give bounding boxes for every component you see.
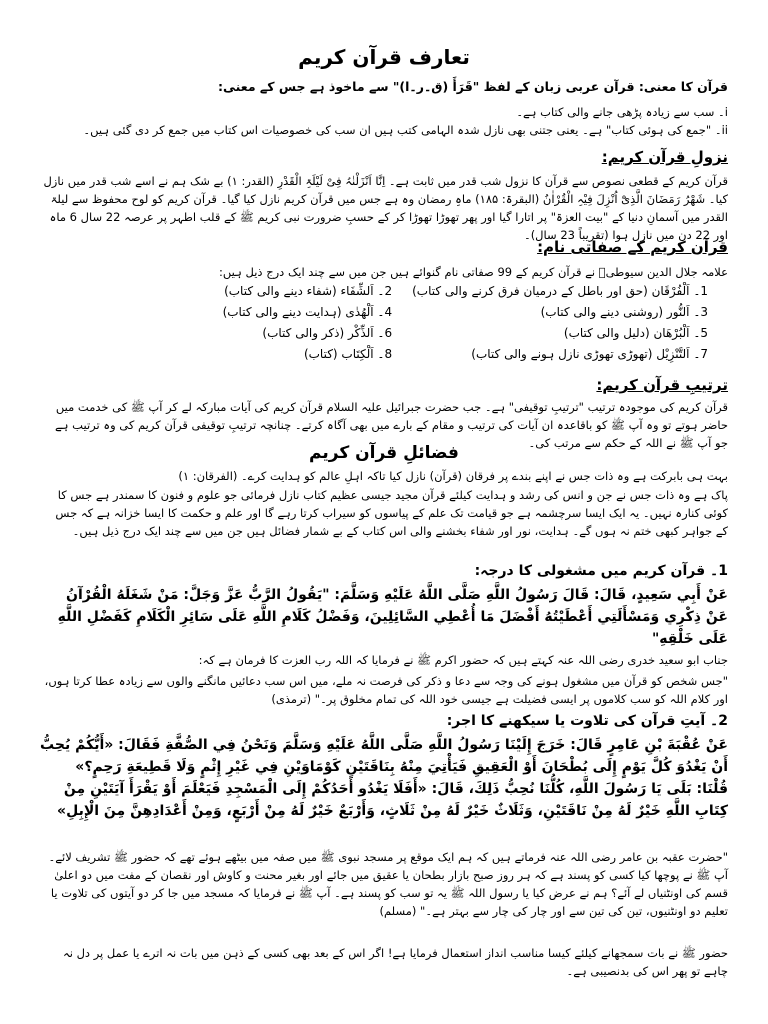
page-title: تعارف قرآن کریم bbox=[298, 45, 470, 69]
list-item: 5۔ اَلْبُرْھَان (دلیل والی کتاب) bbox=[563, 326, 708, 340]
list-item: 1۔ اَلْفُرْقَان (حق اور باطل کے درمیان فرق کرنے والی کتاب) bbox=[412, 284, 708, 298]
names-intro: علامہ جلال الدین سیوطیؒ نے قرآن کریم کے 99 صفاتی نام گنوائے ہیں جن میں سے چند ایک درج ذیل ہیں: bbox=[219, 265, 728, 279]
section2-hadith-arabic: عَنْ عُقْبَةَ بْنِ عَامِرٍ قَالَ: خَرَجَ إِلَيْنَا رَسُولُ اللَّهِ صَلَّى اللَّهُ عَلَيْهِ وَسَلَّمَ وَنَحْنُ فِي الصُّفَّةِ فَقَالَ: «أَيُّكُمْ يُحِبُّ أَنْ يَغْدُوَ كُلَّ يَوْمٍ إِلَى بُطْحَانَ أَوْ الْعَقِيقِ فَيَأْتِيَ مِنْهُ بِنَاقَتَيْنِ كَوْمَاوَيْنِ فِي غَيْرِ إِثْمٍ وَلَا قَطِيعَةِ رَحِمٍ؟» قُلْنَا: بَلَى يَا رَسُولَ اللَّهِ، كُلُّنَا نُحِبُّ ذَلِكَ، قَالَ: «أَفَلَا يَغْدُو أَحَدُكُمْ إِلَى الْمَسْجِدِ فَيَعْلَمَ أَوْ يَقْرَأَ آيَتَيْنِ مِنْ كِتَابِ اللَّهِ خَيْرٌ لَهُ مِنْ نَاقَتَيْنِ، وَثَلَاثٌ خَيْرٌ لَهُ مِنْ ثَلَاثٍ، وَأَرْبَعٌ خَيْرٌ لَهُ مِنْ أَرْبَعٍ، وَمِنْ أَعْدَادِهِنَّ مِنَ الْإِبِلِ» bbox=[40, 737, 728, 819]
list-item: 4۔ اَلْھُدٰی (ہدایت دینے والی کتاب) bbox=[222, 305, 393, 319]
order-heading: ترتیبِ قرآن کریم: bbox=[596, 376, 728, 394]
section2-urdu-text: "حضرت عقبہ بن عامر رضی اللہ عنہ فرماتے ہیں کہ ہم ایک موقع پر مسجد نبوی ﷺ میں صفہ میں بیٹھے ہوئے تھے کہ حضور ﷺ تشریف لائے۔ آپ ﷺ نے پوچھا کیا کسی کو پسند ہے کہ ہر روز صبح بازار بطحان یا عقیق میں جائے اور بغیر محنت و کاوش اور نقصان کے مفت میں دو اعلیٰ قسم کی اونٹنیاں لے آئے؟ ہم نے عرض کیا یا رسول اللہ ﷺ یہ تو سب کو پسند ہے۔ آپ ﷺ نے فرمایا کہ مسجد میں جا کر دو آیتوں کی تلاوت یا تعلیم دو اونٹنیوں، تین کی تین سے اور چار کی چار سے بہتر ہے۔" (مسلم) bbox=[48, 850, 728, 918]
meaning-item-2: ii۔ "جمع کی ہوئی کتاب" ہے۔ یعنی جتنی بھی نازل شدہ الہامی کتب ہیں ان سب کی خصوصیات اس کتاب میں جمع کر دی گئی ہیں۔ bbox=[83, 123, 728, 137]
order-text: قرآن کریم کی موجودہ ترتیب "ترتیبِ توقیفی" ہے۔ جب حضرت جبرائیل علیہ السلام قرآن کریم کی آیات مبارکہ لے کر آپ ﷺ کی خدمت میں حاضر ہوتے تو وہ آپ ﷺ کو باقاعدہ ان آیات کی ترتیب و مقام کے بارے میں بھی آگاہ کرتے۔ چنانچہ ترتیبِ توقیفی قرآن کریم کی وہ ترتیب ہے جو آپ ﷺ نے اللہ کے حکم سے مرتب کی۔ bbox=[55, 400, 728, 450]
section2-heading: 2۔ آیتِ قرآن کی تلاوت یا سیکھنے کا اجر: bbox=[446, 713, 728, 729]
section1-urdu-intro: جناب ابو سعید خدری رضی اللہ عنہ کہتے ہیں کہ حضور اکرم ﷺ نے فرمایا کہ اللہ رب العزت کا فرمان ہے کہ: bbox=[198, 653, 728, 667]
names-heading: قرآن کریم کے صفاتی نام: bbox=[537, 238, 728, 256]
section1-heading: 1۔ قرآن کریم میں مشغولی کا درجہ: bbox=[474, 563, 728, 579]
section1-urdu-text: "جس شخص کو قرآن میں مشغول ہونے کی وجہ سے دعا و ذکر کی فرصت نہ ملے، میں اس سب دعائیں مانگنے والوں سے زیادہ عطا کرتا ہوں، اور کلام اللہ کو سب کلاموں پر ایسی فضیلت ہے جیسی خود اللہ کی تمام مخلوق پر۔" (ترمذی) bbox=[44, 674, 728, 706]
list-item: 8۔ اَلْکِتَاب (کتاب) bbox=[303, 347, 393, 361]
revelation-text: قرآن کریم کے قطعی نصوص سے قرآن کا نزول شب قدر میں ثابت ہے۔ اِنَّا اَنْزَلْنٰہُ فِیْ لَیْلَۃِ الْقَدْرِ (القدر: ۱) بے شک ہم نے اسے شب قدر میں نازل کیا۔ شَھْرُ رَمَضَانَ الَّذِیْٓ اُنْزِلَ فِیْہِ الْقُرْاٰنُ (البقرۃ: ۱۸۵) ماہِ رمضان وہ ہے جس میں قرآن کریم نازل کیا گیا۔ قرآن کریم کو لوح محفوظ سے لیلۃ القدر میں آسمانِ دنیا کے "بیت العزۃ" پر اتارا گیا اور پھر تھوڑا تھوڑا کر کے حسبِ ضرورت نبی کریم ﷺ کے قلب اطہر پر عرصہ 22 سال 6 ماہ اور 22 دن میں نازل ہوا (تقریباً 23 سال)۔ bbox=[43, 174, 728, 242]
virtues-para-2: پاک ہے وہ ذات جس نے جن و انس کی رشد و ہدایت کیلئے قرآن مجید جیسی عظیم کتاب نازل فرمائی جو علوم و فنون کا سمندر ہے جس کا کوئی کنارہ نہیں۔ یہ ایک ایسا سرچشمہ ہے جو قیامت تک علم کے پیاسوں کو سیراب کرتا رہے گا اور علم و حکمت کا ایسا خزانہ ہے کہ جس کے جواہر کبھی ختم نہ ہوں گے۔ ہدایت، نور اور شفاء بخشنے والی اس کتاب کے بے شمار فضائل ہیں جن میں سے چند ایک درج ذیل ہیں۔ bbox=[55, 488, 728, 538]
meaning-heading: قرآن کا معنی: قرآن عربی زبان کے لفظ "قَرَأَ (ق۔ر۔ا)" سے ماخوذ ہے جس کے معنی: bbox=[218, 79, 728, 94]
virtues-para-1: بہت ہی بابرکت ہے وہ ذات جس نے اپنے بندے پر فرقان (قرآن) نازل کیا تاکہ اہلِ عالم کو ہدایت کرے۔ (الفرقان: ۱) bbox=[178, 469, 728, 483]
revelation-heading: نزولِ قرآن کریم: bbox=[601, 148, 728, 166]
virtues-title: فضائلِ قرآن کریم bbox=[309, 443, 459, 463]
names-list bbox=[200, 284, 708, 368]
list-item: 2۔ اَلشِّفَاء (شفاء دینے والی کتاب) bbox=[224, 284, 393, 298]
list-item: 6۔ اَلذِّکْر (ذکر والی کتاب) bbox=[262, 326, 393, 340]
meaning-item-1: i۔ سب سے زیادہ پڑھی جانے والی کتاب ہے۔ bbox=[516, 105, 728, 119]
list-item: 7۔ اَلتَّنْزِیْل (تھوڑی تھوڑی نازل ہونے والی کتاب) bbox=[471, 347, 708, 361]
section2-note: حضور ﷺ نے بات سمجھانے کیلئے کیسا مناسب انداز استعمال فرمایا ہے! اگر اس کے بعد بھی کسی کے ذہن میں بات نہ اترے یا عمل پر دل نہ چاہے تو پھر اس کی بدنصیبی ہے۔ bbox=[62, 946, 728, 978]
list-item: 3۔ اَلنُّور (روشنی دینے والی کتاب) bbox=[540, 305, 708, 319]
section1-hadith-arabic: عَنْ أَبِي سَعِيدٍ، قَالَ: قَالَ رَسُولُ اللَّهِ صَلَّى اللَّهُ عَلَيْهِ وَسَلَّمَ: "يَقُولُ الرَّبُّ عَزَّ وَجَلَّ: مَنْ شَغَلَهُ الْقُرْآنُ عَنْ ذِكْرِي وَمَسْأَلَتِي أَعْطَيْتُهُ أَفْضَلَ مَا أُعْطِي السَّائِلِينَ، وَفَضْلُ كَلَامِ اللَّهِ عَلَى سَائِرِ الْكَلَامِ كَفَضْلِ اللَّهِ عَلَى خَلْقِهِ" bbox=[57, 587, 728, 647]
